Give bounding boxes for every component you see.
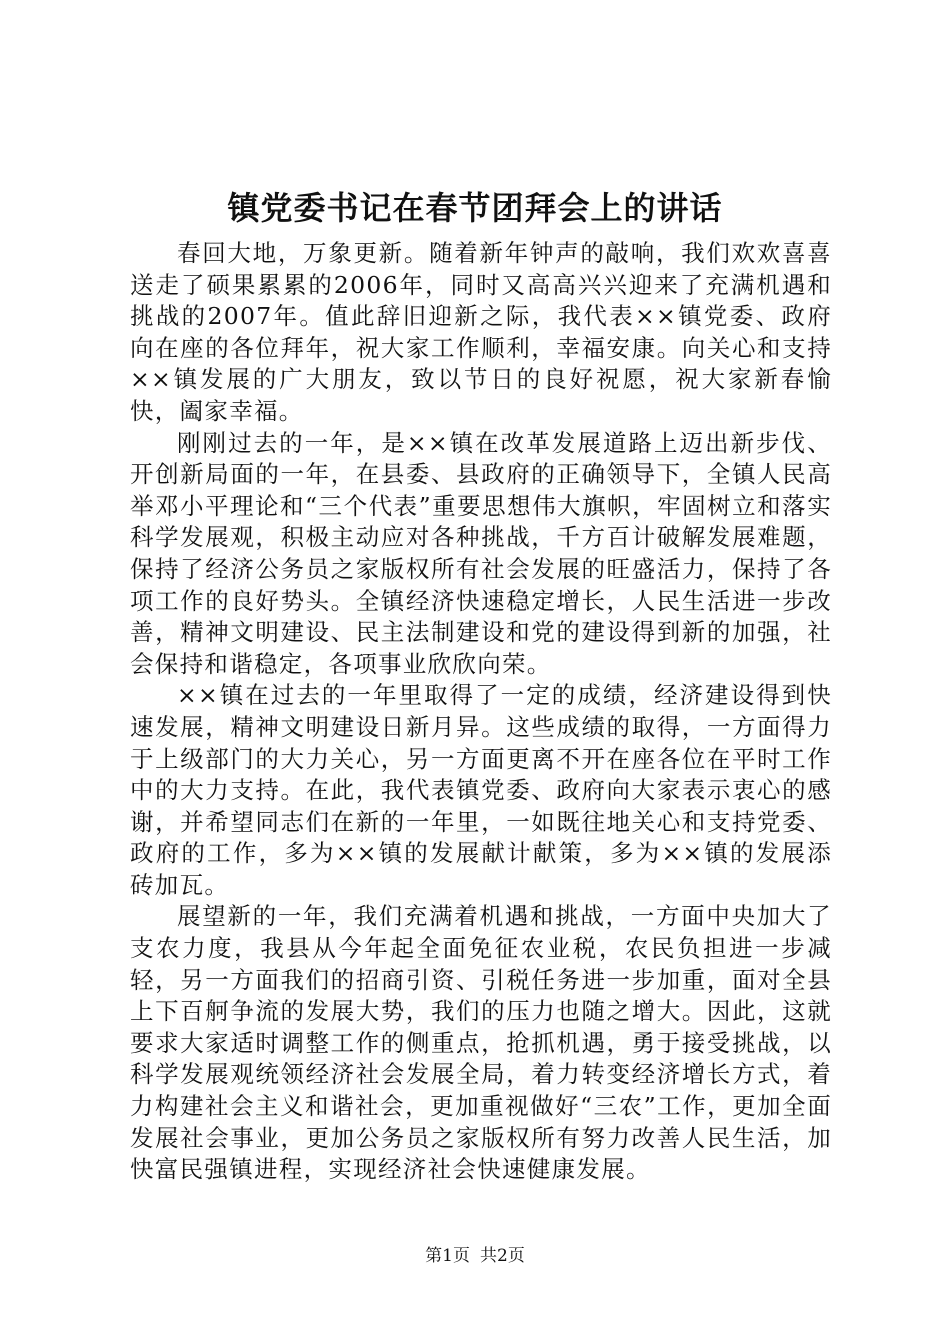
document-body <box>130 238 832 1186</box>
document-title: 镇党委书记在春节团拜会上的讲话 <box>227 189 723 227</box>
page-total: 共2页 <box>480 1246 525 1266</box>
page-number: 第1页 <box>425 1246 470 1266</box>
paragraph: 展望新的一年，我们充满着机遇和挑战，一方面中央加大了支农力度，我县从今年起全面免征农业税，农民负担进一步减轻，另一方面我们的招商引资、引税任务进一步加重，面对全县上下百舸争流的发展大势，我们的压力也随之增大。因此，这就要求大家适时调整工作的侧重点，抢抓机遇，勇于接受挑战，以科学发展观统领经济社会发展全局，着力转变经济增长方式，着力构建社会主义和谐社会，更加重视做好“三农”工作，更加全面发展社会事业，更加公务员之家版权所有努力改善人民生活，加快富民强镇进程，实现经济社会快速健康发展。 <box>130 902 832 1184</box>
paragraph: ××镇在过去的一年里取得了一定的成绩，经济建设得到快速发展，精神文明建设日新月异。这些成绩的取得，一方面得力于上级部门的大力关心，另一方面更离不开在座各位在平时工作中的大力支持。在此，我代表镇党委、政府向大家表示衷心的感谢，并希望同志们在新的一年里，一如既往地关心和支持党委、政府的工作，多为××镇的发展献计献策，多为××镇的发展添砖加瓦。 <box>130 681 832 899</box>
paragraph: 春回大地，万象更新。随着新年钟声的敲响，我们欢欢喜喜送走了硕果累累的2006年，同时又高高兴兴迎来了充满机遇和挑战的2007年。值此辞旧迎新之际，我代表××镇党委、政府向在座的各位拜年，祝大家工作顺利，幸福安康。向关心和支持××镇发展的广大朋友，致以节日的良好祝愿，祝大家新春愉快，阖家幸福。 <box>130 239 832 425</box>
paragraph: 刚刚过去的一年，是××镇在改革发展道路上迈出新步伐、开创新局面的一年，在县委、县政府的正确领导下，全镇人民高举邓小平理论和“三个代表”重要思想伟大旗帜，牢固树立和落实科学发展观，积极主动应对各种挑战，千方百计破解发展难题，保持了经济公务员之家版权所有社会发展的旺盛活力，保持了各项工作的良好势头。全镇经济快速稳定增长，人民生活进一步改善，精神文明建设、民主法制建设和党的建设得到新的加强，社会保持和谐稳定，各项事业欣欣向荣。 <box>130 428 832 678</box>
page-footer <box>0 1245 950 1267</box>
